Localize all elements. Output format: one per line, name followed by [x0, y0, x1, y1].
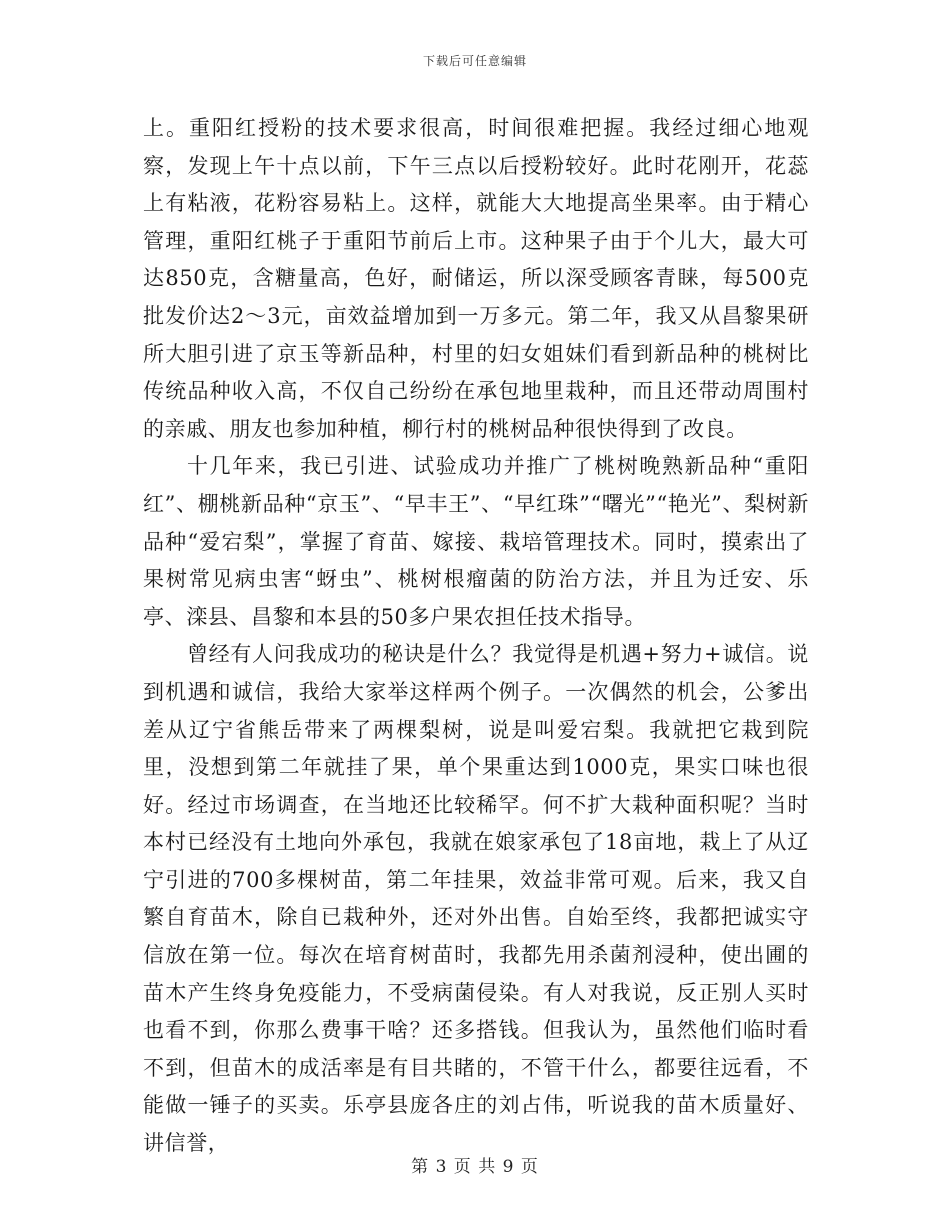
page-header: 下载后可任意编辑 — [422, 54, 527, 68]
paragraph-continuation: 上。重阳红授粉的技术要求很高，时间很难把握。我经过细心地观察，发现上午十点以前，下午三点以后授粉较好。此时花刚开，花蕊上有粘液，花粉容易粘上。这样，就能大大地提高坐果率。由于精心管理，重阳红桃子于重阳节前后上市。这种果子由于个儿大，最大可达850克，含糖量高，色好，耐储运，所以深受顾客青睐，每500克批发价达2～3元，亩效益增加到一万多元。第二年，我又从昌黎果研所大胆引进了京玉等新品种，村里的妇女姐妹们看到新品种的桃树比传统品种收入高，不仅自己纷纷在承包地里栽种，而且还带动周围村的亲戚、朋友也参加种植，柳行村的桃树品种很快得到了改良。 — [143, 116, 809, 441]
page-number: 第 3 页 共 9 页 — [411, 1157, 539, 1177]
document-body — [143, 110, 809, 1163]
paragraph-varieties: 十几年来，我已引进、试验成功并推广了桃树晚熟新品种“重阳红”、棚桃新品种“京玉”、“早丰王”、“早红珠”“曙光”“艳光”、梨树新品种“爱宕梨”，掌握了育苗、嫁接、栽培管理技术。同时，摸索出了果树常见病虫害“蚜虫”、桃树根瘤菌的防治方法，并且为迁安、乐亭、滦县、昌黎和本县的50多户果农担任技术指导。 — [143, 454, 809, 629]
paragraph-success-secret: 曾经有人问我成功的秘诀是什么？我觉得是机遇+努力+诚信。说到机遇和诚信，我给大家举这样两个例子。一次偶然的机会，公爹出差从辽宁省熊岳带来了两棵梨树，说是叫爱宕梨。我就把它栽到院里，没想到第二年就挂了果，单个果重达到1000克，果实口味也很好。经过市场调查，在当地还比较稀罕。何不扩大栽种面积呢？当时本村已经没有土地向外承包，我就在娘家承包了18亩地，栽上了从辽宁引进的700多棵树苗，第二年挂果，效益非常可观。后来，我又自繁自育苗木，除自已栽种外，还对外出售。自始至终，我都把诚实守信放在第一位。每次在培育树苗时，我都先用杀菌剂浸种，使出圃的苗木产生终身免疫能力，不受病菌侵染。有人对我说，反正别人买时也看不到，你那么费事干啥？还多搭钱。但我认为，虽然他们临时看不到，但苗木的成活率是有目共睹的，不管干什么，都要往远看，不能做一锤子的买卖。乐亭县庞各庄的刘占伟，听说我的苗木质量好、讲信誉， — [143, 642, 809, 1156]
